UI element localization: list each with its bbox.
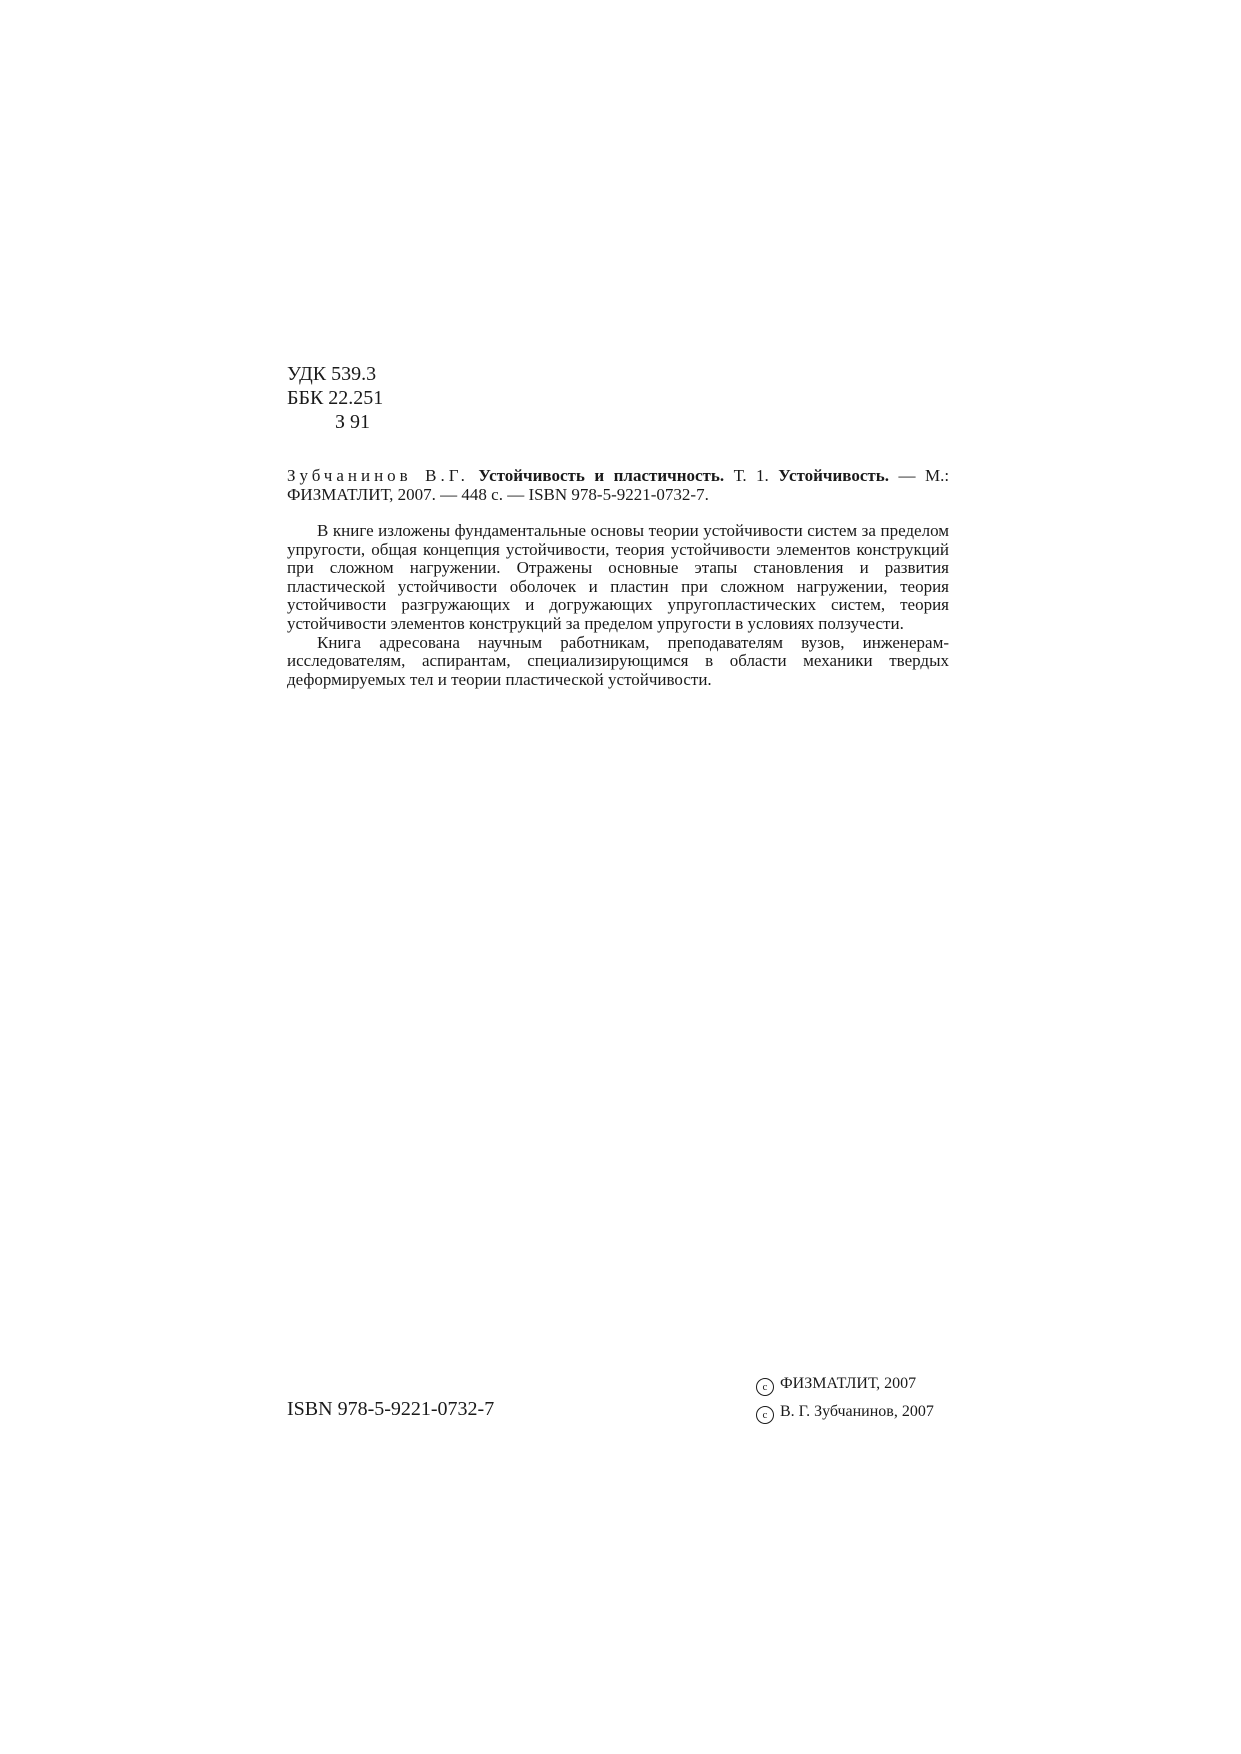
classification-block <box>287 362 383 434</box>
udc-code: УДК 539.3 <box>287 363 377 385</box>
volume-number: Т. 1. <box>733 466 769 485</box>
copyright-icon: c <box>756 1378 774 1396</box>
bibliographic-record <box>287 466 949 504</box>
copyright-publisher-text: ФИЗМАТЛИТ, 2007 <box>780 1375 917 1392</box>
abstract <box>287 522 949 689</box>
author-name: Зубчанинов В.Г. <box>287 466 469 485</box>
copyright-author-text: В. Г. Зубчанинов, 2007 <box>780 1403 934 1420</box>
bbk-code: ББК 22.251 <box>287 387 384 409</box>
copyright-block <box>756 1370 934 1426</box>
copyright-publisher <box>756 1370 934 1398</box>
imprint: — М.: ФИЗМАТЛИТ, 2007. — 448 с. — ISBN 978-5-9221-0732-7. <box>287 466 950 504</box>
author-sign: З 91 <box>335 411 371 433</box>
isbn: ISBN 978-5-9221-0732-7 <box>287 1398 495 1420</box>
abstract-paragraph: В книге изложены фундаментальные основы теории устойчивости систем за пределом упругости, общая концепция устойчивости, теория устойчивости элементов конструкций при сложном нагружении. Отражены основные этапы становления и развития пластической устойчивости оболочек и пластин при сложном нагружении, теория устойчивости разгружающих и догружающих упругопластических систем, теория устойчивости элементов конструкций за пределом упругости в условиях ползучести. <box>287 521 949 633</box>
copyright-icon: c <box>756 1406 774 1424</box>
volume-title: Устойчивость. <box>778 466 889 485</box>
copyright-author <box>756 1398 934 1426</box>
book-title: Устойчивость и пластичность. <box>478 466 725 485</box>
abstract-paragraph: Книга адресована научным работникам, преподавателям вузов, инженерам-исследователям, аспирантам, специализирующимся в области механики твердых деформируемых тел и теории пластической устойчивости. <box>287 632 949 689</box>
